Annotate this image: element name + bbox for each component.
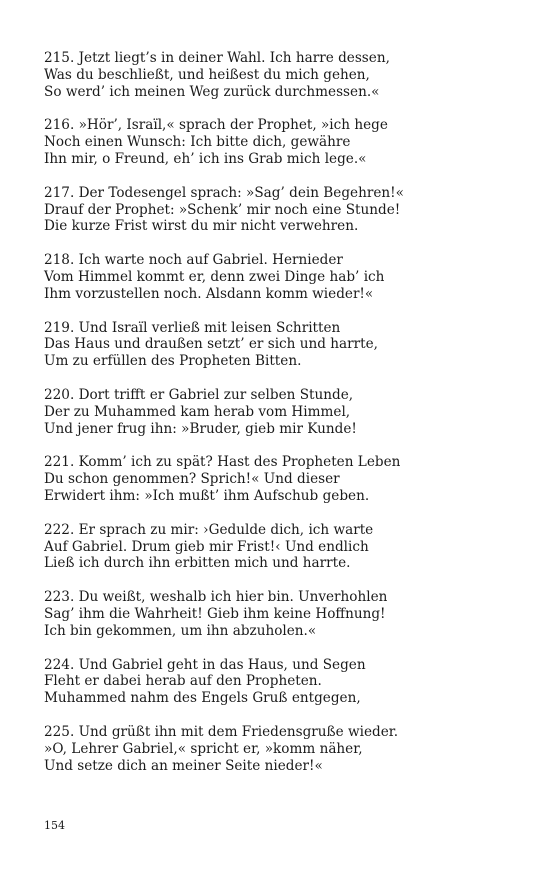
stanza-216 <box>44 117 524 167</box>
verse-line: 222. Er sprach zu mir: ›Gedulde dich, ich warte <box>44 521 374 538</box>
verse-line: Vom Himmel kommt er, denn zwei Dinge hab’ ich <box>44 268 385 285</box>
verse-line: 223. Du weißt, weshalb ich hier bin. Unverhohlen <box>44 589 388 606</box>
verse-line: 216. »Hör’, Israïl,« sprach der Prophet, »ich hege <box>44 117 388 134</box>
page-number: 154 <box>44 819 65 832</box>
poem-body <box>44 50 524 791</box>
verse-line: Drauf der Prophet: »Schenk’ mir noch eine Stunde! <box>44 201 401 218</box>
verse-line: 219. Und Israïl verließ mit leisen Schritten <box>44 319 341 336</box>
stanza-221 <box>44 454 524 504</box>
stanza-225 <box>44 724 524 774</box>
stanza-215 <box>44 50 524 100</box>
verse-line: Auf Gabriel. Drum gieb mir Frist!‹ Und endlich <box>44 538 369 555</box>
verse-line: 217. Der Todesengel sprach: »Sag’ dein Begehren!« <box>44 184 404 201</box>
verse-line: Und setze dich an meiner Seite nieder!« <box>44 757 323 774</box>
verse-line: Fleht er dabei herab auf den Propheten. <box>44 673 322 690</box>
stanza-218 <box>44 252 524 302</box>
verse-line: 221. Komm’ ich zu spät? Hast des Propheten Leben <box>44 454 401 471</box>
verse-line: Du schon genommen? Sprich!« Und dieser <box>44 471 340 488</box>
verse-line: 220. Dort trifft er Gabriel zur selben Stunde, <box>44 386 354 403</box>
stanza-219 <box>44 320 524 370</box>
verse-line: 218. Ich warte noch auf Gabriel. Hernieder <box>44 252 343 269</box>
stanza-223 <box>44 589 524 639</box>
verse-line: Ließ ich durch ihn erbitten mich und harrte. <box>44 555 351 572</box>
verse-line: Der zu Muhammed kam herab vom Himmel, <box>44 403 351 420</box>
verse-line: So werd’ ich meinen Weg zurück durchmessen.« <box>44 83 380 100</box>
verse-line: Ich bin gekommen, um ihn abzuholen.« <box>44 622 317 639</box>
verse-line: Ihm vorzustellen noch. Alsdann komm wieder!« <box>44 285 374 302</box>
verse-line: Um zu erfüllen des Propheten Bitten. <box>44 353 302 370</box>
stanza-217 <box>44 185 524 235</box>
verse-line: Muhammed nahm des Engels Gruß entgegen, <box>44 690 361 707</box>
verse-line: Was du beschließt, und heißest du mich gehen, <box>44 66 370 83</box>
verse-line: 225. Und grüßt ihn mit dem Friedensgruße wieder. <box>44 723 399 740</box>
verse-line: Und jener frug ihn: »Bruder, gieb mir Kunde! <box>44 420 357 437</box>
verse-line: »O, Lehrer Gabriel,« spricht er, »komm näher, <box>44 740 363 757</box>
verse-line: Sag’ ihm die Wahrheit! Gieb ihm keine Hoffnung! <box>44 605 386 622</box>
verse-line: Erwidert ihm: »Ich mußt’ ihm Aufschub geben. <box>44 487 370 504</box>
verse-line: Das Haus und draußen setzt’ er sich und harrte, <box>44 336 378 353</box>
stanza-220 <box>44 387 524 437</box>
verse-line: Noch einen Wunsch: Ich bitte dich, gewähre <box>44 134 351 151</box>
stanza-222 <box>44 522 524 572</box>
verse-line: Ihn mir, o Freund, eh’ ich ins Grab mich lege.« <box>44 150 367 167</box>
verse-line: 224. Und Gabriel geht in das Haus, und Segen <box>44 656 366 673</box>
stanza-224 <box>44 657 524 707</box>
verse-line: 215. Jetzt liegt’s in deiner Wahl. Ich harre dessen, <box>44 50 390 66</box>
verse-line: Die kurze Frist wirst du mir nicht verwehren. <box>44 218 359 235</box>
